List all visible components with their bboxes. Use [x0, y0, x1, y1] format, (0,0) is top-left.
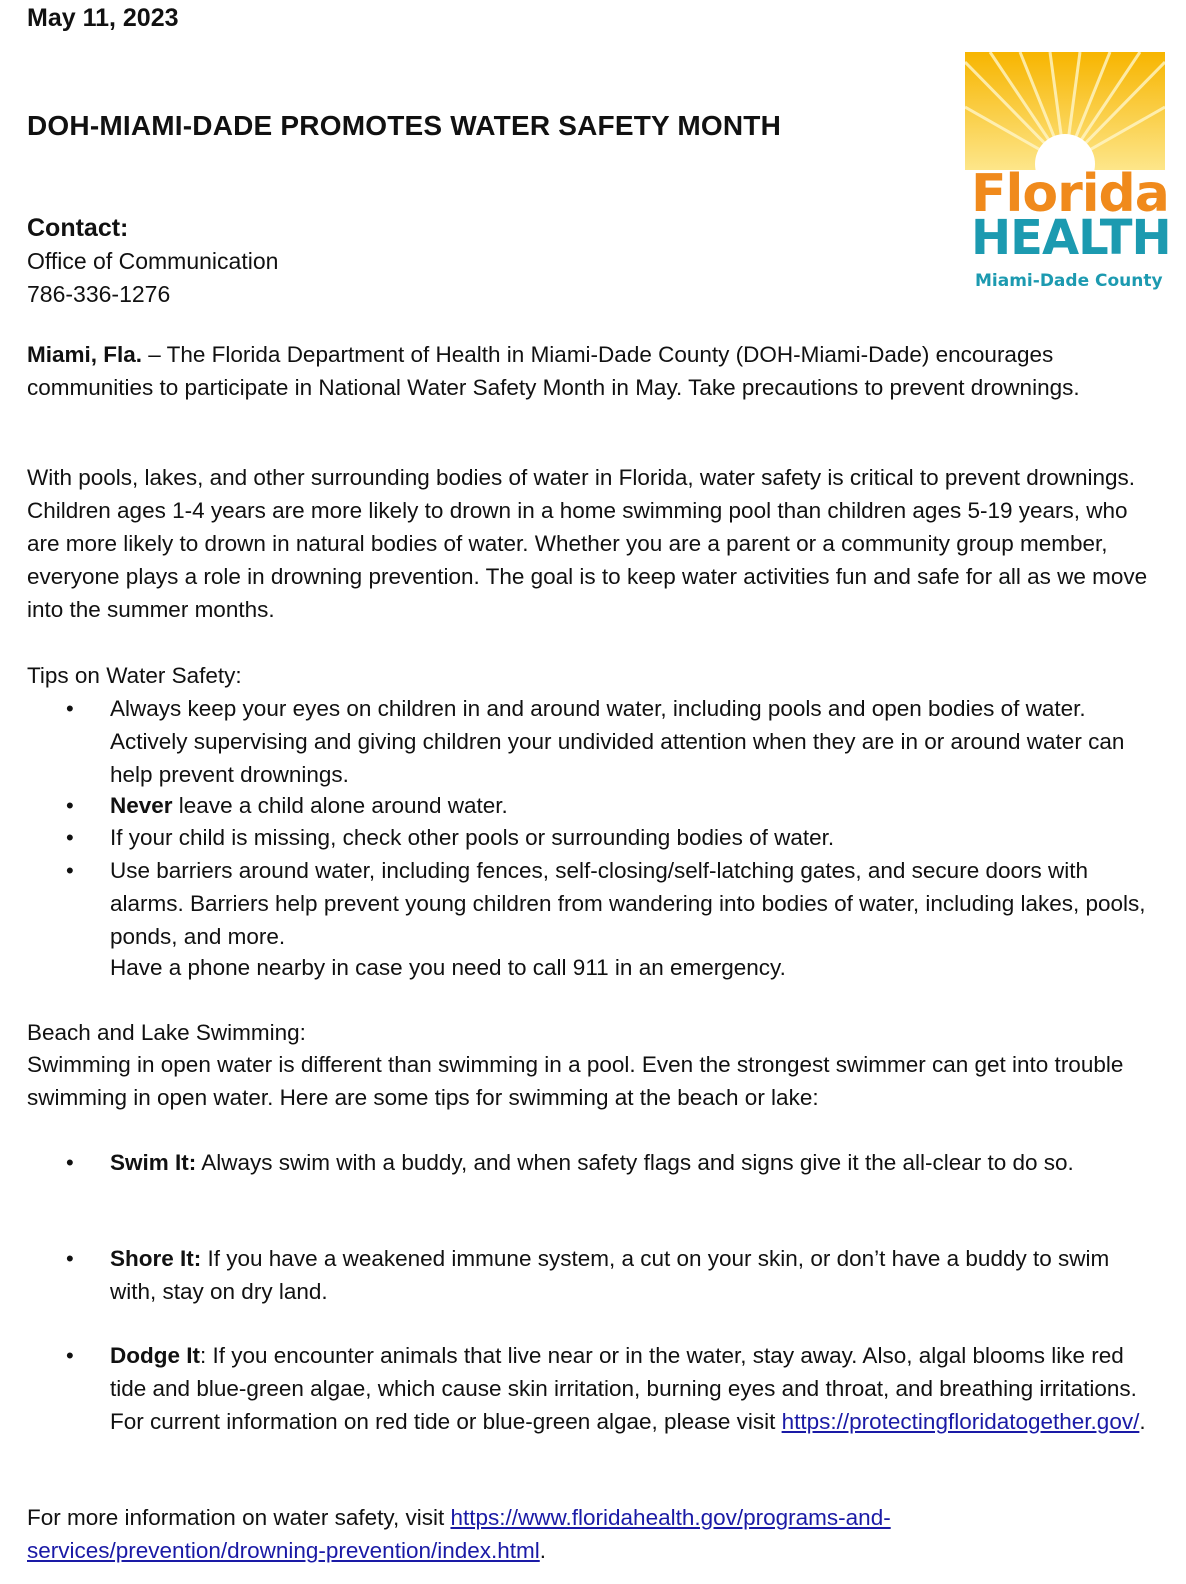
tip-phone-nearby: Have a phone nearby in case you need to call 911 in an emergency.	[110, 955, 786, 980]
bullet-dot: •	[66, 825, 74, 850]
bullet-dot: •	[66, 1246, 74, 1271]
shore-it-text: If you have a weakened immune system, a cut on your skin, or don’t have a buddy to swim with, stay on dry land.	[110, 1246, 1110, 1304]
contact-phone: 786-336-1276	[27, 281, 171, 307]
tip-missing-child: If your child is missing, check other pools or surrounding bodies of water.	[110, 825, 835, 850]
dodge-it-label: Dodge It	[110, 1343, 200, 1368]
footer-text: For more information on water safety, visit	[27, 1505, 451, 1530]
footer-paragraph	[27, 1501, 1152, 1567]
shore-it-label: Shore It:	[110, 1246, 202, 1271]
tips-heading: Tips on Water Safety:	[27, 663, 242, 688]
bullet-dot: •	[66, 1150, 74, 1175]
tip-never-text: leave a child alone around water.	[172, 793, 508, 818]
florida-health-logo	[965, 52, 1171, 300]
dodge-it-end: .	[1139, 1409, 1146, 1434]
dodge-it-text: : If you encounter animals that live near or in the water, stay away. Also, algal blooms like red tide and blue-green algae, which cause skin irritation, burning eyes and throat, and breathing irritations. For current information on red tide or blue-green algae, please visit	[110, 1343, 1137, 1434]
beach-intro: Swimming in open water is different than swimming in a pool. Even the strongest swimmer can get into trouble swimming in open water. Here are some tips for swimming at the beach or lake:	[27, 1052, 1124, 1110]
bullet-dot: •	[66, 1343, 74, 1368]
tip-never-bold: Never	[110, 793, 173, 818]
logo-health-wordmark: HEALTH	[971, 210, 1171, 266]
tip-swim-it	[110, 1146, 1155, 1179]
logo-florida-wordmark: Florida	[971, 164, 1169, 224]
beach-heading: Beach and Lake Swimming:	[27, 1020, 306, 1045]
footer-end: .	[539, 1538, 547, 1563]
swim-it-label: Swim It:	[110, 1150, 197, 1175]
intro-dateline: Miami, Fla.	[27, 342, 143, 367]
tip-barriers: Use barriers around water, including fences, self-closing/self-latching gates, and secure doors with alarms. Barriers help prevent young children from wandering into bodies of water, including lakes, pools, ponds, and more.	[110, 858, 1146, 949]
context-paragraph: With pools, lakes, and other surrounding bodies of water in Florida, water safety is critical to prevent drownings. Children ages 1-4 years are more likely to drown in a home swimming pool than children ages 5-19 years, who are more likely to drown in natural bodies of water. Whether you are a parent or a community group member, everyone plays a role in drowning prevention. The goal is to keep water activities fun and safe for all as we move into the summer months.	[27, 465, 1148, 622]
logo-county-label: Miami-Dade County	[975, 271, 1163, 291]
bullet-dot: •	[66, 696, 74, 721]
contact-label: Contact:	[27, 214, 129, 242]
contact-block	[27, 212, 278, 311]
bullet-dot: •	[66, 858, 74, 883]
intro-paragraph	[27, 338, 1152, 404]
protecting-florida-link[interactable]: https://protectingfloridatogether.gov/	[781, 1409, 1140, 1434]
tip-supervise: Always keep your eyes on children in and around water, including pools and open bodies of water. Actively supervising and giving children your undivided attention when they are in or around water can help prevent drownings.	[110, 696, 1125, 787]
tip-never-alone	[110, 789, 1155, 822]
tip-shore-it	[110, 1242, 1155, 1308]
intro-text: – The Florida Department of Health in Miami-Dade County (DOH-Miami-Dade) encourages communities to participate in National Water Safety Month in May. Take precautions to prevent drownings.	[27, 342, 1080, 400]
swim-it-text: Always swim with a buddy, and when safety flags and signs give it the all-clear to do so.	[196, 1150, 1074, 1175]
headline: DOH-MIAMI-DADE PROMOTES WATER SAFETY MONTH	[27, 110, 782, 141]
release-date: May 11, 2023	[27, 4, 179, 32]
drowning-prevention-link[interactable]: https://www.floridahealth.gov/programs-and-services/prevention/drowning-prevention/index.html	[27, 1505, 891, 1563]
bullet-dot: •	[66, 793, 74, 818]
contact-office: Office of Communication	[27, 248, 279, 274]
tip-dodge-it	[110, 1339, 1155, 1438]
